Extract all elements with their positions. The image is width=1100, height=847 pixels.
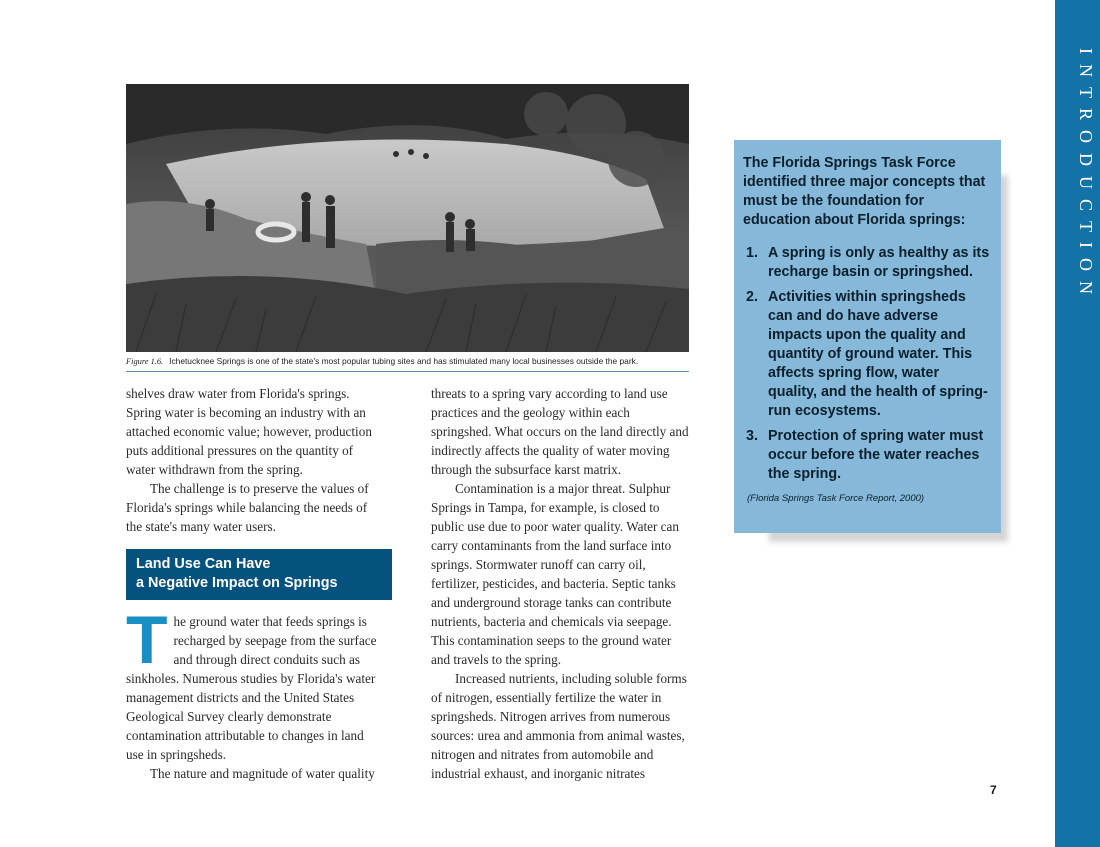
callout-intro: The Florida Springs Task Force identified three major concepts that must be the foundation for education about Florida springs: bbox=[743, 155, 986, 228]
body-paragraph: Contamination is a major threat. Sulphur Springs in Tampa, for example, is closed to public use due to poor water quality. Water can carry contaminants from the land surface into springs. Stormwater runoff can carry oil, fertilizer, pesticides, and bacteria. Septic tanks and underground storage tanks can contribute nutrients, bacteria and chemicals via seepage. This contamination seeps to the ground water and travels to the spring. bbox=[431, 481, 679, 667]
list-item-text: Activities within springsheds can and do have adverse impacts upon the quality and quantity of ground water. This affects spring flow, water quality, and the health of spring-run ecosystems. bbox=[768, 289, 988, 419]
callout-source: (Florida Springs Task Force Report, 2000) bbox=[747, 493, 925, 504]
list-number: 1. bbox=[746, 245, 758, 261]
body-paragraph-text: he ground water that feeds springs is recharged by seepage from the surface and through direct conduits such as sinkholes. Numerous studies by Florida's water management districts and the United States Geological Survey clearly demonstrate contamination attributable to changes in land use in springsheds. bbox=[126, 614, 377, 762]
page-number: 7 bbox=[990, 783, 997, 797]
list-item-text: A spring is only as healthy as its recharge basin or springshed. bbox=[768, 245, 990, 280]
body-paragraph: Increased nutrients, including soluble forms of nitrogen, essentially fertilize the water in springsheds. Nitrogen arrives from numerous sources: urea and ammonia from animal wastes, nitrogen and nitrates from automobile and industrial exhaust, and inorganic nitrates bbox=[431, 671, 687, 781]
list-number: 3. bbox=[746, 428, 758, 444]
column-middle bbox=[431, 384, 693, 783]
figure-photo bbox=[126, 84, 689, 352]
column-left-top bbox=[126, 384, 384, 536]
body-paragraph bbox=[126, 602, 384, 764]
body-paragraph: shelves draw water from Florida's springs. Spring water is becoming an industry with an attached economic value; however, production puts additional pressures on the quantity of water withdrawn from the spring. bbox=[126, 386, 372, 477]
callout-list-item bbox=[743, 244, 991, 282]
body-paragraph: The challenge is to preserve the values of Florida's springs while balancing the needs of the state's many water users. bbox=[126, 481, 369, 534]
drop-cap: T bbox=[126, 602, 168, 678]
section-heading-line: a Negative Impact on Springs bbox=[136, 575, 338, 591]
column-left-bottom bbox=[126, 602, 384, 783]
callout-box bbox=[734, 140, 1001, 533]
body-paragraph: The nature and magnitude of water quality bbox=[150, 766, 375, 781]
body-paragraph: threats to a spring vary according to land use practices and the geology within each springshed. What occurs on the land directly and indirectly affects the quality of water moving through the subsurface karst matrix. bbox=[431, 386, 689, 477]
figure-label: Figure 1.6. bbox=[126, 357, 164, 366]
callout-list bbox=[743, 244, 991, 484]
callout-list-item bbox=[743, 427, 991, 484]
figure-caption-text: Ichetucknee Springs is one of the state's most popular tubing sites and has stimulated many local businesses outside the park. bbox=[169, 356, 639, 366]
caption-rule bbox=[126, 371, 689, 372]
list-number: 2. bbox=[746, 289, 758, 305]
section-heading-line: Land Use Can Have bbox=[136, 556, 271, 572]
figure-caption bbox=[126, 356, 689, 366]
callout-list-item bbox=[743, 288, 991, 421]
section-heading bbox=[126, 549, 392, 600]
list-item-text: Protection of spring water must occur before the water reaches the spring. bbox=[768, 428, 984, 482]
section-title-vertical: INTRODUCTION bbox=[1076, 48, 1096, 304]
